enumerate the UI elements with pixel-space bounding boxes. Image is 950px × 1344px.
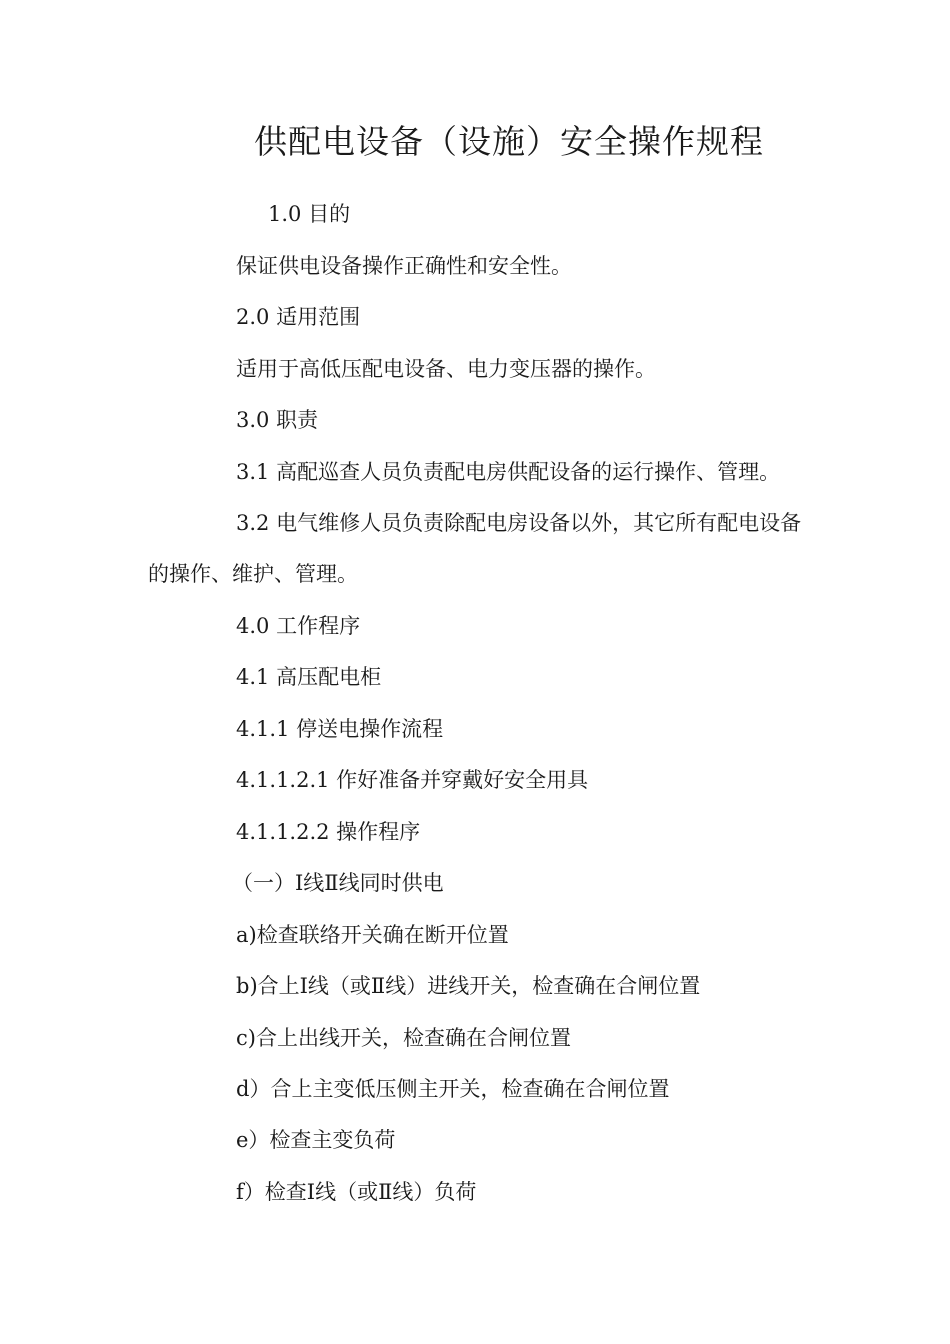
step-a: a)检查联络开关确在断开位置 <box>236 923 509 947</box>
step-e: e）检查主变负荷 <box>236 1128 396 1152</box>
section-2-text: 适用于高低压配电设备、电力变压器的操作。 <box>236 357 656 381</box>
section-4-1-heading: 4.1 高压配电柜 <box>236 665 382 689</box>
section-3-heading: 3.0 职责 <box>236 408 319 432</box>
case-1-heading: （一）Ⅰ线Ⅱ线同时供电 <box>232 871 444 895</box>
step-f: f）检查Ⅰ线（或Ⅱ线）负荷 <box>236 1180 477 1204</box>
section-3-2-text: 3.2 电气维修人员负责除配电房设备以外，其它所有配电设备的操作、维护、管理。 <box>148 511 802 586</box>
section-3-1-text: 3.1 高配巡查人员负责配电房供配设备的运行操作、管理。 <box>236 460 781 484</box>
section-4-heading: 4.0 工作程序 <box>236 614 361 638</box>
section-4-1-1-heading: 4.1.1 停送电操作流程 <box>236 717 444 741</box>
step-b: b)合上Ⅰ线（或Ⅱ线）进线开关，检查确在合闸位置 <box>236 974 701 998</box>
section-1-text: 保证供电设备操作正确性和安全性。 <box>236 254 572 278</box>
section-2-heading: 2.0 适用范围 <box>236 305 361 329</box>
step-c: c)合上出线开关，检查确在合闸位置 <box>236 1026 571 1050</box>
step-d: d）合上主变低压侧主开关，检查确在合闸位置 <box>236 1077 670 1101</box>
section-1-heading: 1.0 目的 <box>268 202 351 226</box>
section-4-1-1-2-2-heading: 4.1.1.2.2 操作程序 <box>236 820 421 844</box>
document-title: 供配电设备（设施）安全操作规程 <box>254 122 764 161</box>
section-4-1-1-2-1-text: 4.1.1.2.1 作好准备并穿戴好安全用具 <box>236 768 589 792</box>
